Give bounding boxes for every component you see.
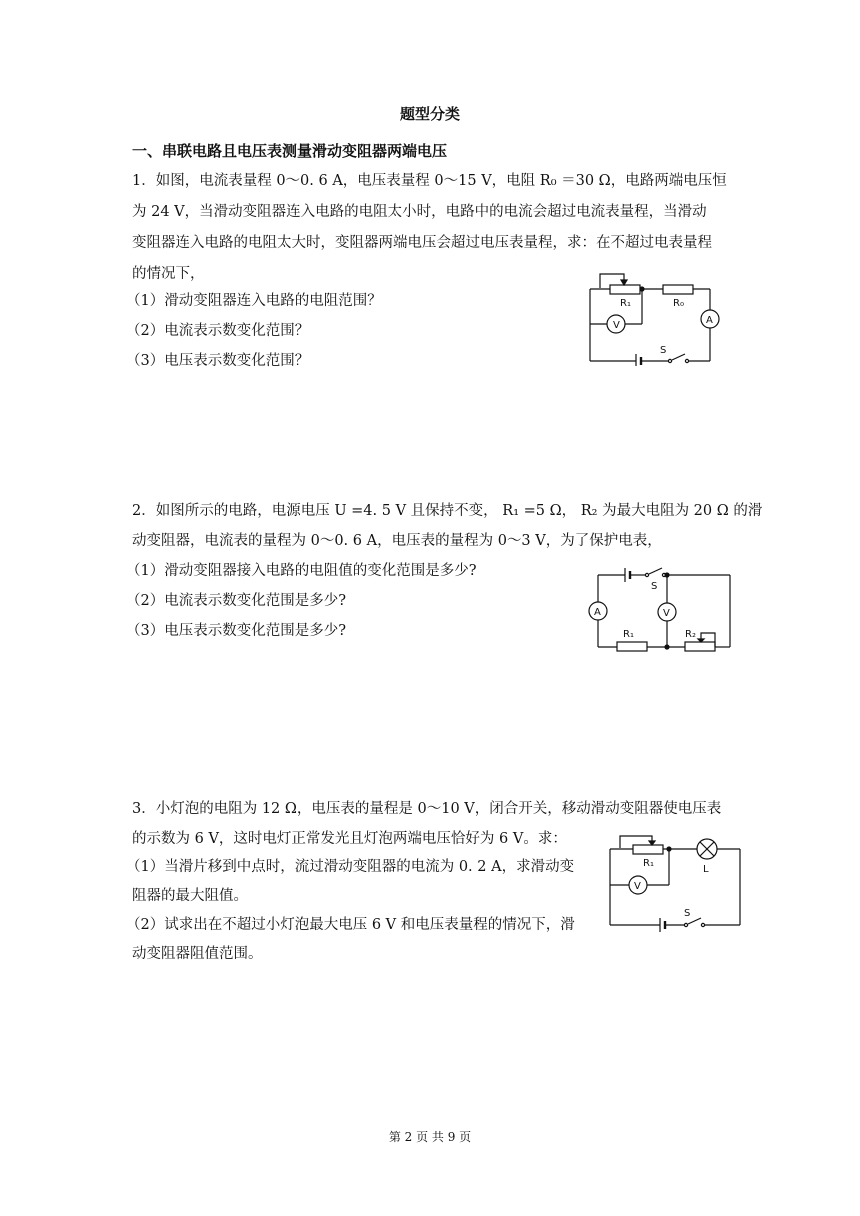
q1-line-4: 的情况下， (132, 266, 205, 282)
q2-line-1: 2．如图所示的电路，电源电压 U =4. 5 V 且保持不变， R₁ =5 Ω， R₂ 为最大电阻为 20 Ω 的滑 (132, 503, 763, 519)
section-heading: 一、串联电路且电压表测量滑动变阻器两端电压 (132, 142, 448, 160)
q1-circuit-diagram (580, 266, 730, 366)
q3-sub-2b: 动变阻器阻值范围。 (132, 946, 263, 962)
page-title: 题型分类 (399, 105, 460, 123)
q3-circuit-diagram (600, 832, 745, 932)
q3-line-2: 的示数为 6 V，这时电灯正常发光且灯泡两端电压恰好为 6 V。求： (132, 831, 567, 847)
q2-label-r2: R₂ (685, 629, 696, 640)
q3-label-voltmeter: V (634, 881, 641, 892)
q1-label-ammeter: A (706, 315, 713, 326)
q1-sub-2: （2）电流表示数变化范围？ (126, 323, 310, 339)
q3-sub-1a: （1）当滑片移到中点时，流过滑动变阻器的电流为 0. 2 A，求滑动变 (126, 859, 575, 875)
q1-label-switch: S (660, 345, 667, 356)
q2-label-switch: S (651, 581, 658, 592)
q1-sub-3: （3）电压表示数变化范围？ (126, 353, 310, 369)
q1-switch (672, 354, 685, 360)
q2-label-voltmeter: V (663, 608, 670, 619)
q1-r1-resistor (610, 285, 640, 294)
q3-sub-2a: （2）试求出在不超过小灯泡最大电压 6 V 和电压表量程的情况下，滑 (126, 917, 575, 933)
q2-r1-resistor (617, 642, 647, 651)
q1-label-r0: R₀ (673, 298, 684, 309)
q1-label-voltmeter: V (613, 320, 620, 331)
q3-label-lamp: L (703, 864, 709, 875)
q3-line-1: 3．小灯泡的电阻为 12 Ω，电压表的量程是 0～10 V，闭合开关，移动滑动变阻器使电压表 (132, 801, 722, 817)
q2-label-r1: R₁ (623, 629, 634, 640)
q1-r0-resistor (663, 285, 693, 294)
q2-switch (649, 568, 662, 574)
q1-sub-1: （1）滑动变阻器连入电路的电阻范围？ (126, 293, 382, 309)
q2-line-2: 动变阻器，电流表的量程为 0～0. 6 A，电压表的量程为 0～3 V，为了保护电表， (132, 533, 662, 549)
q1-line-1: 1．如图，电流表量程 0～0. 6 A，电压表量程 0～15 V，电阻 R₀ ＝30 Ω，电路两端电压恒 (132, 173, 727, 189)
q3-label-r1: R₁ (643, 858, 654, 869)
q1-line-2: 为 24 V，当滑动变阻器连入电路的电阻太小时，电路中的电流会超过电流表量程，当滑动 (132, 204, 707, 220)
q3-label-switch: S (684, 908, 691, 919)
q2-r2-resistor (685, 642, 715, 651)
q2-sub-1: （1）滑动变阻器接入电路的电阻值的变化范围是多少? (126, 563, 477, 579)
q3-sub-1b: 阻器的最大阻值。 (132, 888, 248, 904)
q3-r1-resistor (633, 845, 663, 854)
q2-sub-3: （3）电压表示数变化范围是多少? (126, 623, 346, 639)
q2-circuit-diagram (585, 565, 735, 655)
q1-line-3: 变阻器连入电路的电阻太大时，变阻器两端电压会超过电压表量程，求：在不超过电表量程 (132, 235, 712, 251)
q1-label-r1: R₁ (620, 298, 631, 309)
q2-label-ammeter: A (594, 607, 601, 618)
q2-sub-2: （2）电流表示数变化范围是多少? (126, 593, 346, 609)
page-footer: 第 2 页 共 9 页 (388, 1130, 472, 1144)
